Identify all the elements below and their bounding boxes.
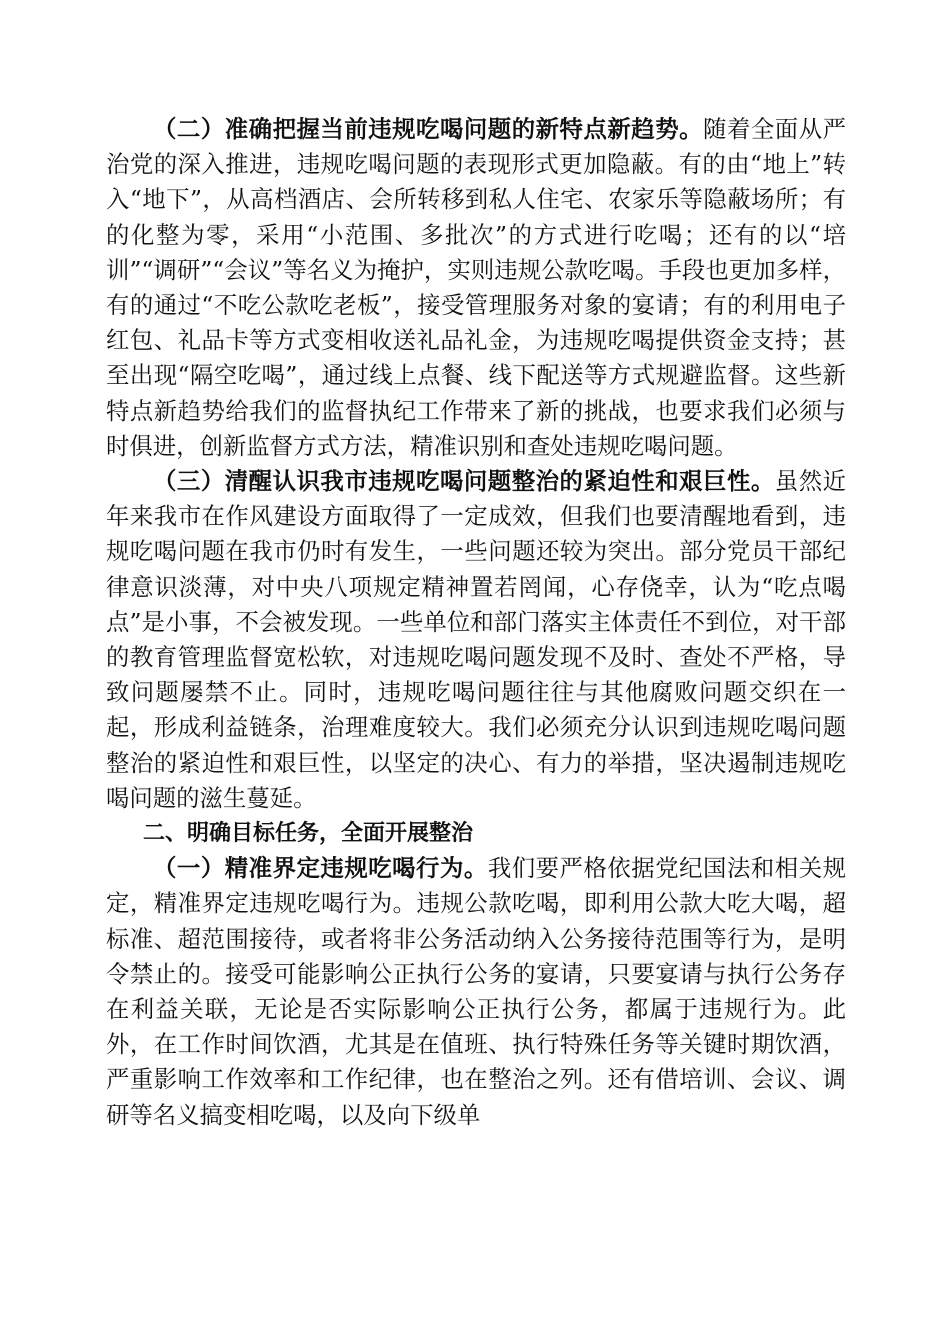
paragraph-3-1 — [106, 851, 846, 1133]
paragraph-lead: （一）精准界定违规吃喝行为。 — [153, 854, 488, 883]
paragraph-body: 随着全面从严治党的深入推进，违规吃喝问题的表现形式更加隐蔽。有的由“地上”转入“地下”，从高档酒店、会所转移到私人住宅、农家乐等隐蔽场所；有的化整为零，采用“小范围、多批次”的方式进行吃喝；还有的以“培训”“调研”“会议”等名义为掩护，实则违规公款吃喝。手段也更加多样，有的通过“不吃公款吃老板”，接受管理服务对象的宴请；有的利用电子红包、礼品卡等方式变相收送礼品礼金，为违规吃喝提供资金支持；甚至出现“隔空吃喝”，通过线上点餐、线下配送等方式规避监督。这些新特点新趋势给我们的监督执纪工作带来了新的挑战，也要求我们必须与时俱进，创新监督方式方法，精准识别和查处违规吃喝问题。 — [106, 115, 847, 460]
document-page — [106, 112, 846, 1133]
paragraph-lead: （二）准确把握当前违规吃喝问题的新特点新趋势。 — [153, 115, 704, 143]
section-heading: 二、明确目标任务，全面开展整治 — [143, 821, 474, 847]
paragraph-2-2 — [106, 112, 846, 464]
paragraph-body: 我们要严格依据党纪国法和相关规定，精准界定违规吃喝行为。违规公款吃喝，即利用公款大吃大喝，超标准、超范围接待，或者将非公务活动纳入公务接待范围等行为，是明令禁止的。接受可能影响公正执行公务的宴请，只要宴请与执行公务存在利益关联，无论是否实际影响公正执行公务，都属于违规行为。此外，在工作时间饮酒，尤其是在值班、执行特殊任务等关键时期饮酒，严重影响工作效率和工作纪律，也在整治之列。还有借培训、会议、调研等名义搞变相吃喝，以及向下级单 — [106, 854, 847, 1129]
paragraph-2-3 — [106, 464, 846, 816]
paragraph-lead: （三）清醒认识我市违规吃喝问题整治的紧迫性和艰巨性。 — [153, 467, 775, 496]
paragraph-body: 虽然近年来我市在作风建设方面取得了一定成效，但我们也要清醒地看到，违规吃喝问题在我市仍时有发生，一些问题还较为突出。部分党员干部纪律意识淡薄，对中央八项规定精神置若罔闻，心存侥幸，认为“吃点喝点”是小事，不会被发现。一些单位和部门落实主体责任不到位，对干部的教育管理监督宽松软，对违规吃喝问题发现不及时、查处不严格，导致问题屡禁不止。同时，违规吃喝问题往往与其他腐败问题交织在一起，形成利益链条，治理难度较大。我们必须充分认识到违规吃喝问题整治的紧迫性和艰巨性，以坚定的决心、有力的举措，坚决遏制违规吃喝问题的滋生蔓延。 — [106, 467, 847, 812]
